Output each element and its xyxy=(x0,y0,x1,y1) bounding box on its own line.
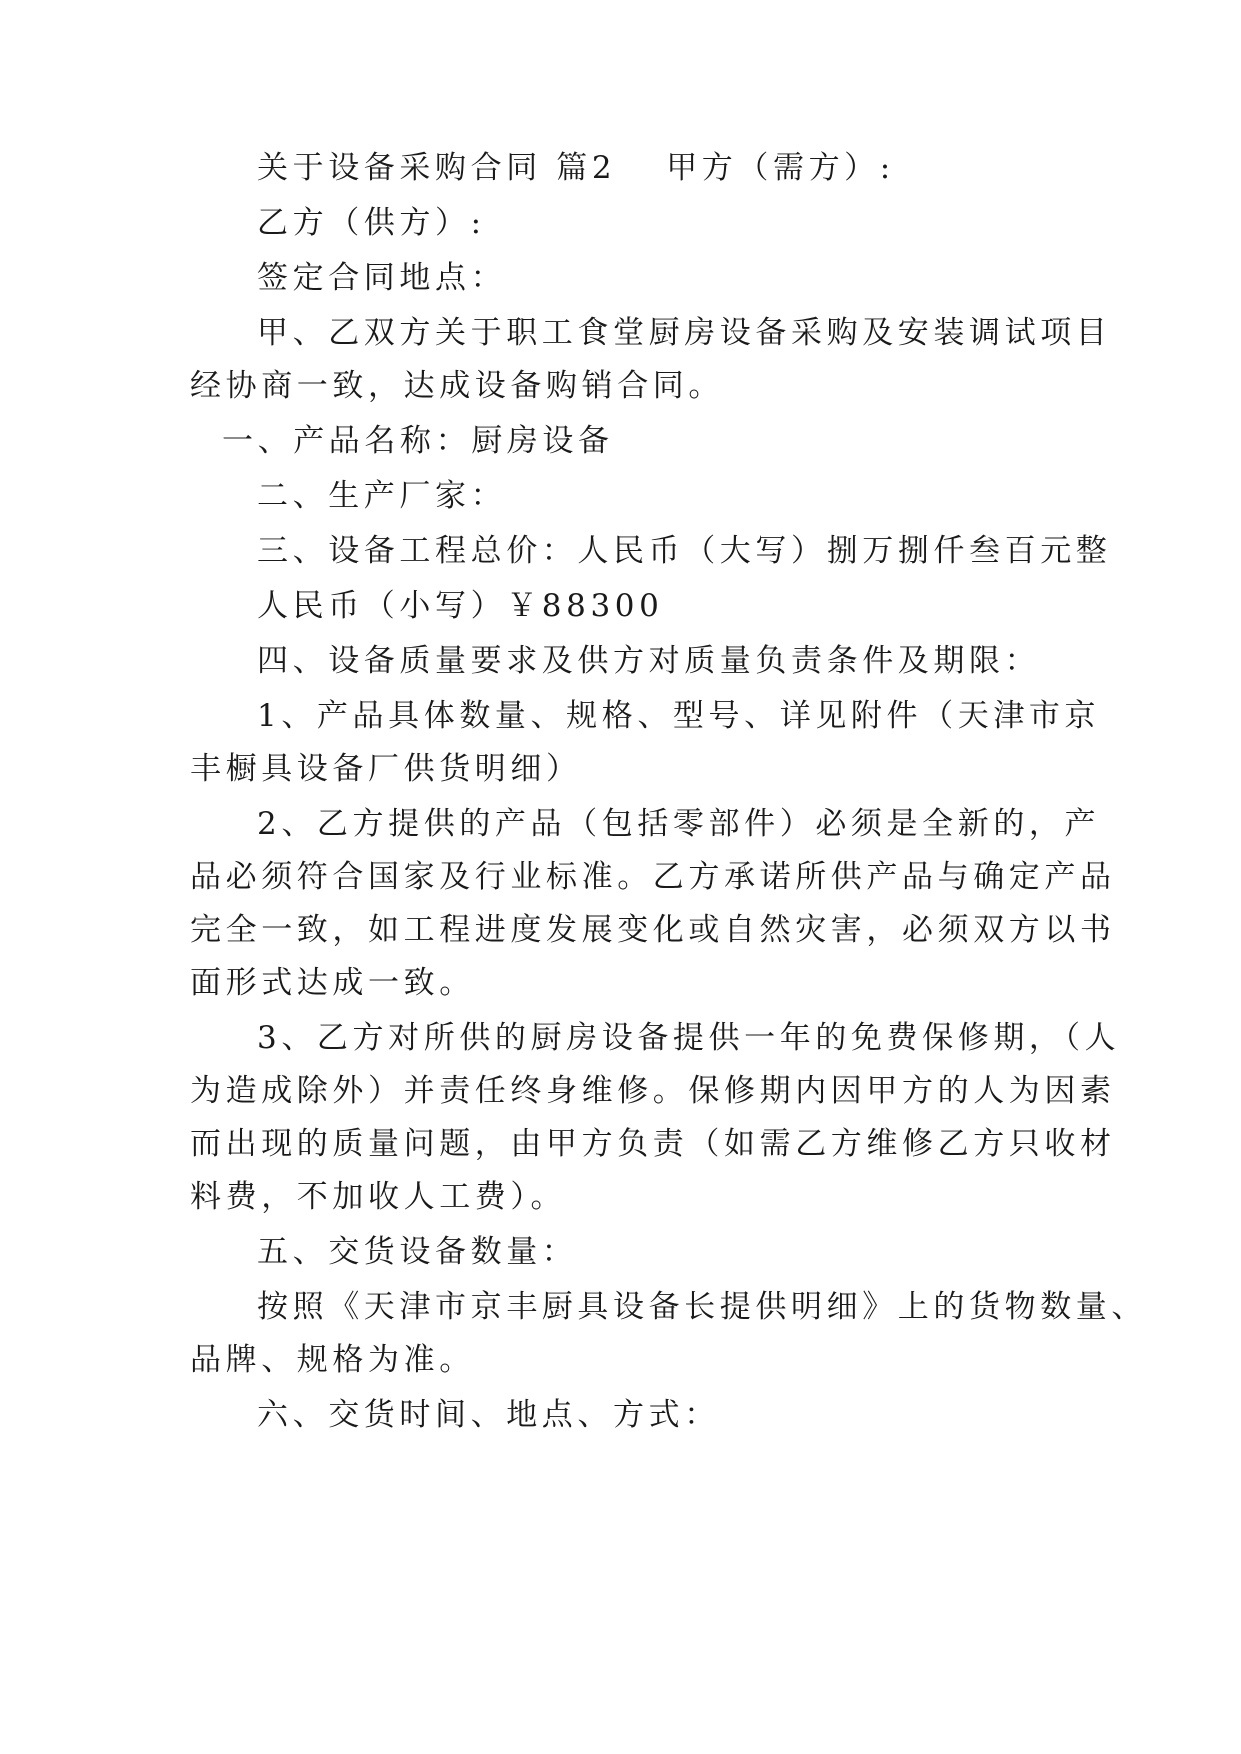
section-5-line-1: 按照《天津市京丰厨具设备长提供明细》上的货物数量、 xyxy=(257,1289,1147,1325)
contract-place-label: 签定合同地点： xyxy=(257,260,507,296)
section-6-delivery-heading: 六、交货时间、地点、方式： xyxy=(257,1397,720,1433)
clause-2-line-3: 完全一致，如工程进度发展变化或自然灾害，必须双方以书 xyxy=(190,912,1116,948)
section-3-total-price-figures: 人民币（小写）￥88300 xyxy=(257,588,664,624)
clause-3-line-2: 为造成除外）并责任终身维修。保修期内因甲方的人为因素 xyxy=(190,1073,1116,1109)
clause-1-line-2: 丰橱具设备厂供货明细） xyxy=(190,751,582,787)
clause-3-line-4: 料费，不加收人工费）。 xyxy=(190,1179,567,1215)
title-line xyxy=(257,148,1127,188)
section-5-line-2: 品牌、规格为准。 xyxy=(190,1342,475,1378)
section-4-quality-heading: 四、设备质量要求及供方对质量负责条件及期限： xyxy=(257,643,1041,679)
party-a-label: 甲方（需方）: xyxy=(666,150,895,186)
party-b-label: 乙方（供方）: xyxy=(257,205,486,241)
clause-1-line-1: 1、产品具体数量、规格、型号、详见附件（天津市京 xyxy=(257,698,1101,734)
section-3-total-price: 三、设备工程总价：人民币（大写）捌万捌仟叁百元整 xyxy=(257,533,1112,569)
clause-2-line-1: 2、乙方提供的产品（包括零部件）必须是全新的，产 xyxy=(257,806,1101,842)
intro-line-2: 经协商一致，达成设备购销合同。 xyxy=(190,368,724,404)
clause-2-line-2: 品必须符合国家及行业标准。乙方承诺所供产品与确定产品 xyxy=(190,859,1116,895)
clause-3-line-1: 3、乙方对所供的厨房设备提供一年的免费保修期，（人 xyxy=(257,1020,1121,1056)
section-1-product-name: 一、产品名称：厨房设备 xyxy=(222,423,614,459)
document-title: 关于设备采购合同 篇2 xyxy=(257,150,617,186)
clause-2-line-4: 面形式达成一致。 xyxy=(190,965,475,1001)
clause-3-line-3: 而出现的质量问题，由甲方负责（如需乙方维修乙方只收材 xyxy=(190,1126,1116,1162)
section-5-quantity-heading: 五、交货设备数量： xyxy=(257,1234,578,1270)
intro-line-1: 甲、乙双方关于职工食堂厨房设备采购及安装调试项目 xyxy=(257,315,1112,351)
section-2-manufacturer: 二、生产厂家： xyxy=(257,478,507,514)
